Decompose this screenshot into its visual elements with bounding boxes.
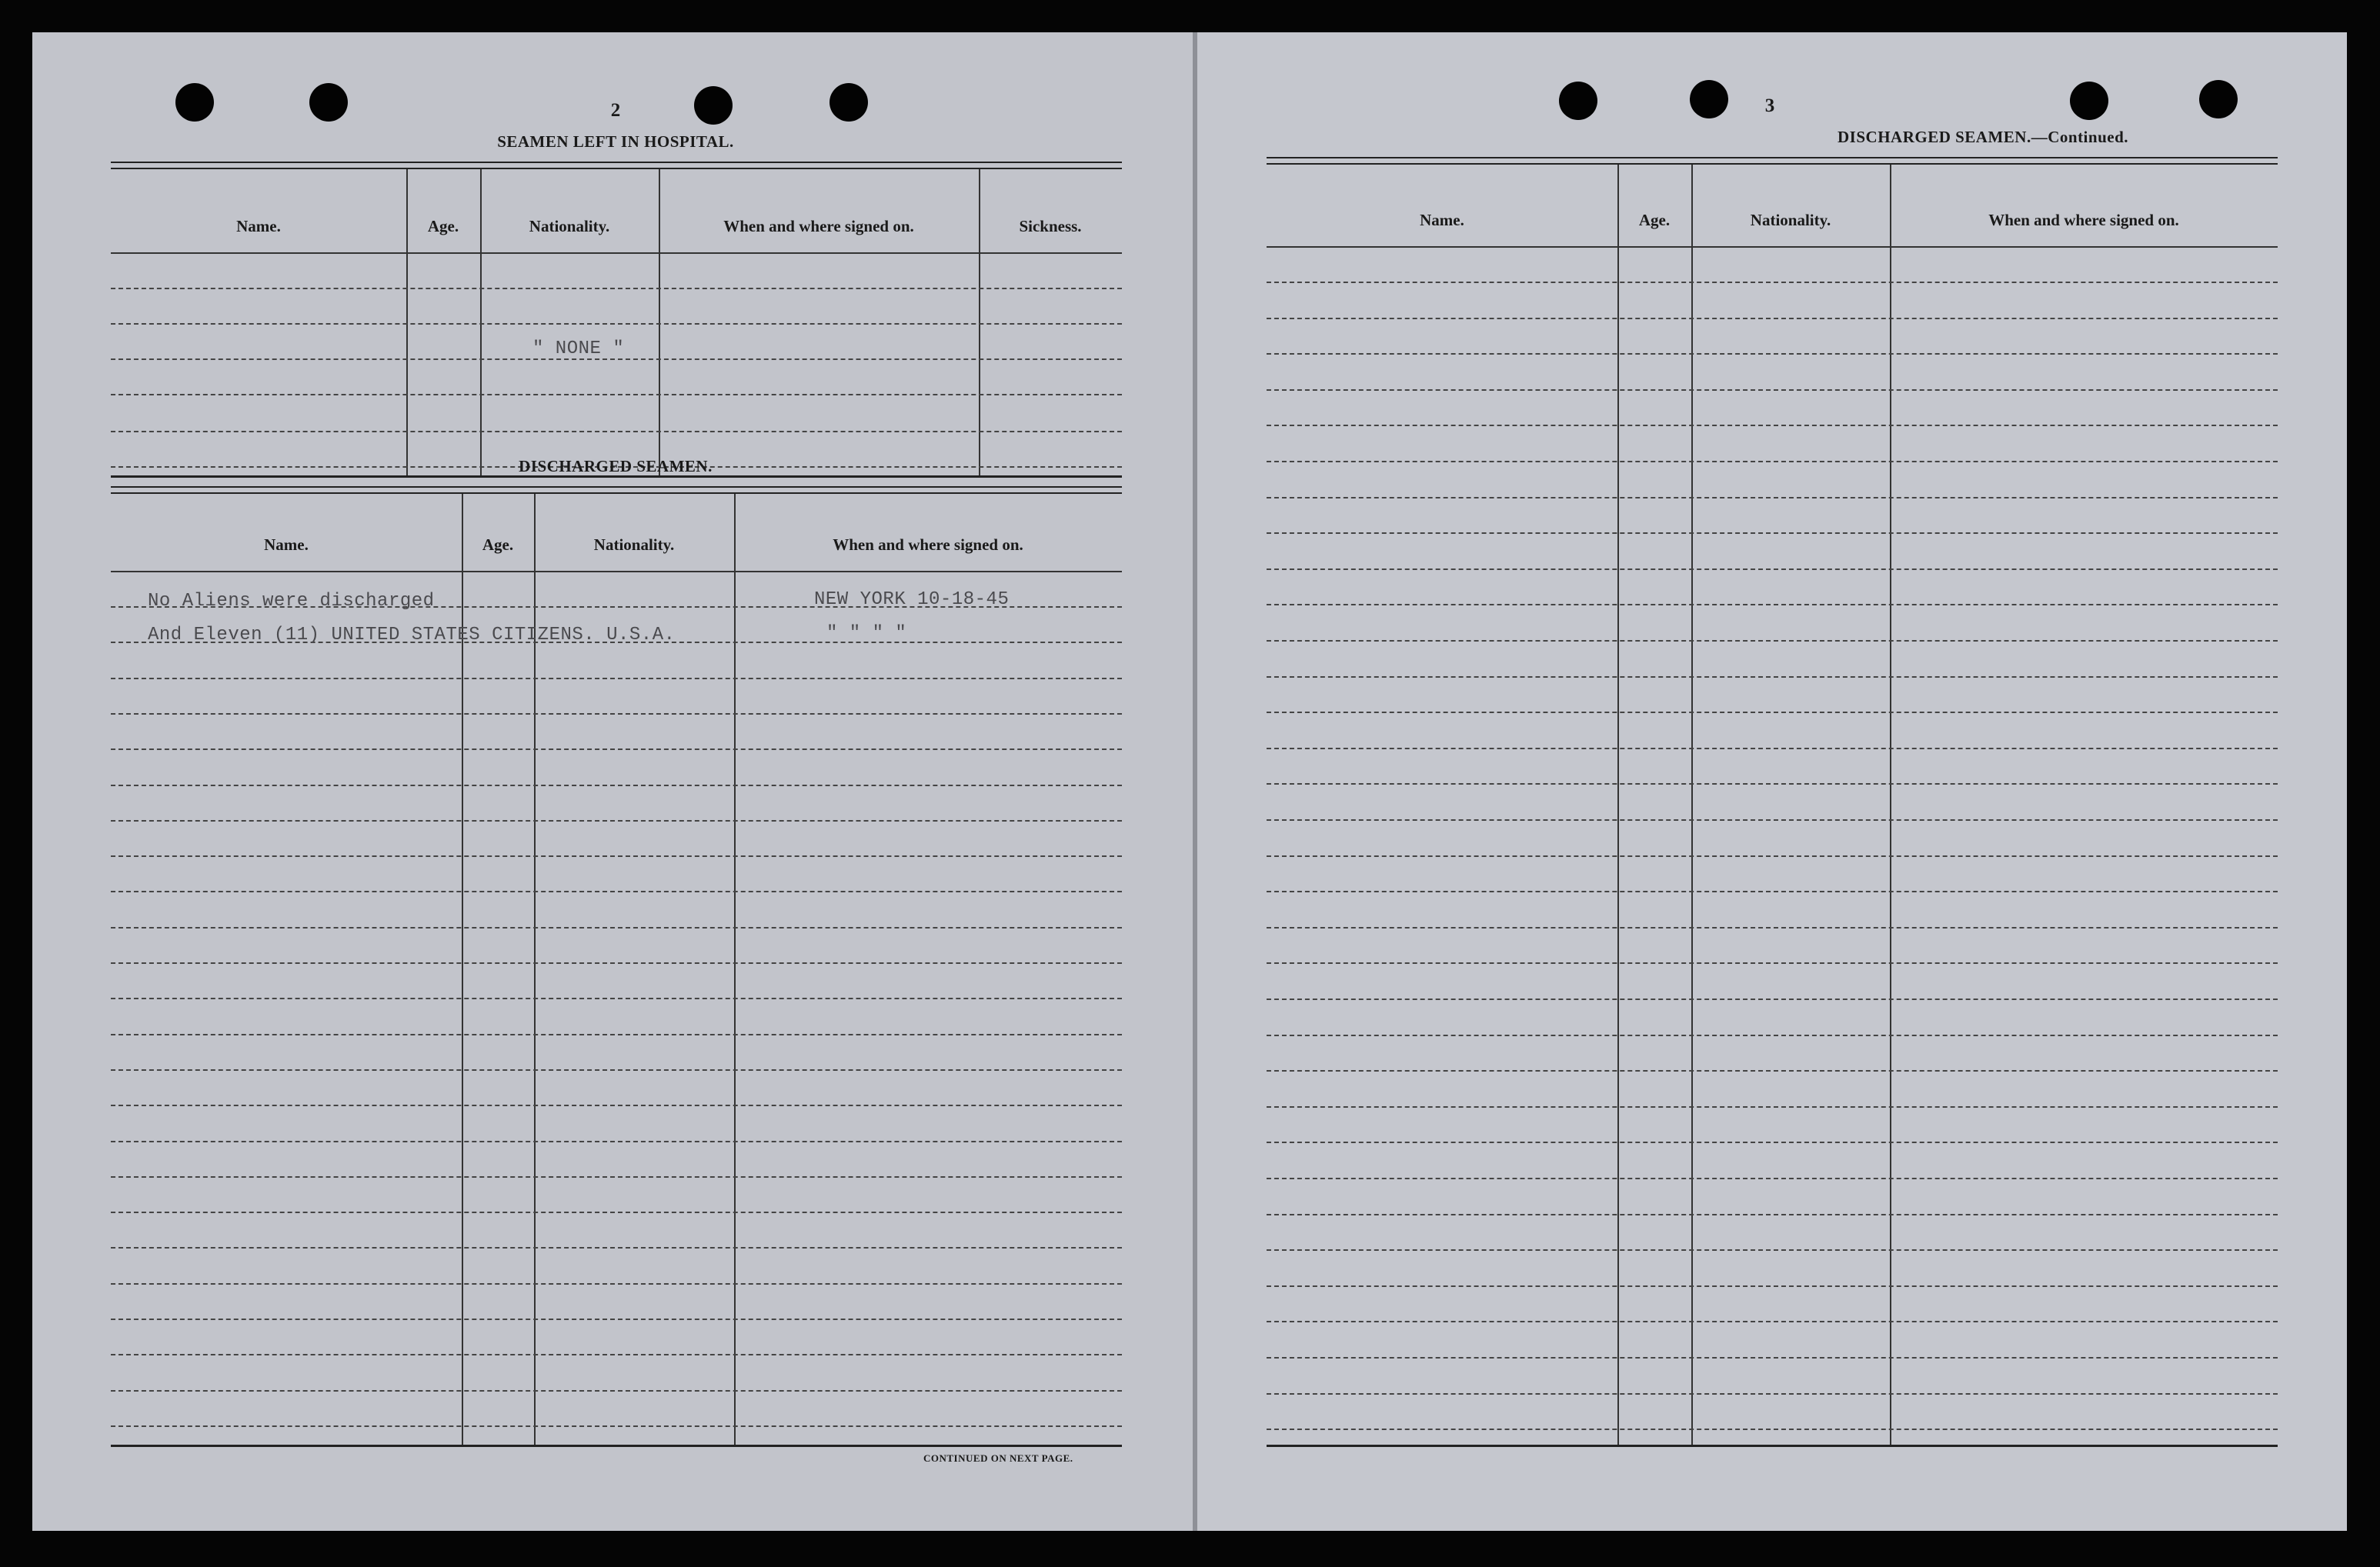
discharged-row-1-signed-on: NEW YORK 10-18-45 <box>814 589 1010 610</box>
punch-hole <box>1690 80 1728 118</box>
ruled-line <box>111 678 1122 679</box>
ruled-line <box>111 1034 1122 1035</box>
hospital-table <box>111 162 1122 478</box>
ruled-line <box>1267 748 2278 749</box>
ruled-line <box>1267 353 2278 355</box>
ruled-line <box>1267 568 2278 570</box>
ruled-line <box>111 1105 1122 1106</box>
discharged-section-title: DISCHARGED SEAMEN. <box>519 457 713 475</box>
ruled-line <box>111 1390 1122 1392</box>
ruled-line <box>1267 604 2278 605</box>
punch-hole <box>1559 82 1597 120</box>
discharged-header-nationality: Nationality. <box>593 535 675 554</box>
punch-hole <box>175 83 214 122</box>
ruled-line <box>1267 1106 2278 1108</box>
ruled-line <box>111 1176 1122 1178</box>
hospital-ruled-line <box>111 431 1122 432</box>
ruled-line <box>1267 318 2278 319</box>
ruled-line <box>111 785 1122 786</box>
punch-hole <box>829 83 868 122</box>
ruled-line <box>1267 891 2278 892</box>
discharged-header-signed-on: When and where signed on. <box>833 535 1023 554</box>
hospital-header-sickness: Sickness. <box>1019 217 1082 235</box>
ruled-line <box>1267 1070 2278 1072</box>
ruled-line <box>1267 1214 2278 1215</box>
hospital-ruled-line <box>111 288 1122 289</box>
ruled-line <box>1267 1249 2278 1251</box>
discharged-row-2-name: And Eleven (11) UNITED STATES CITIZENS. U.S.A. <box>148 625 676 645</box>
ruled-line <box>111 1354 1122 1355</box>
ruled-line <box>111 1283 1122 1285</box>
hospital-entry-none: " NONE " <box>532 338 625 359</box>
continued-discharged-table <box>1267 157 2278 1449</box>
continued-header-nationality: Nationality. <box>1750 211 1831 229</box>
page-number: 2 <box>610 100 621 121</box>
ruled-line <box>111 927 1122 929</box>
hospital-section-title: SEAMEN LEFT IN HOSPITAL. <box>497 132 734 151</box>
continued-note: CONTINUED ON NEXT PAGE. <box>923 1452 1073 1464</box>
punch-hole <box>309 83 348 122</box>
ruled-line <box>1267 640 2278 642</box>
ruled-line <box>1267 497 2278 498</box>
discharged-row-2-signed-on: " " " " <box>826 623 907 644</box>
ruled-line <box>1267 712 2278 713</box>
ruled-line <box>111 1247 1122 1249</box>
ruled-line <box>111 713 1122 715</box>
ruled-line <box>1267 389 2278 391</box>
hospital-header-name: Name. <box>236 217 281 235</box>
ruled-line <box>1267 461 2278 462</box>
ruled-line <box>1267 1285 2278 1287</box>
right-page <box>1197 32 2347 1531</box>
hospital-ruled-line <box>111 323 1122 325</box>
punch-hole <box>2070 82 2108 120</box>
ruled-line <box>1267 1429 2278 1430</box>
punch-hole <box>694 86 733 125</box>
continued-header-age: Age. <box>1638 211 1671 229</box>
ruled-line <box>1267 425 2278 426</box>
ruled-line <box>111 820 1122 822</box>
ruled-line <box>1267 999 2278 1000</box>
discharged-row-1-name: No Aliens were discharged <box>148 591 435 612</box>
ruled-line <box>111 962 1122 964</box>
ruled-line <box>111 891 1122 892</box>
hospital-header-signed-on: When and where signed on. <box>723 217 914 235</box>
ruled-line <box>111 748 1122 750</box>
hospital-header-nationality: Nationality. <box>529 217 610 235</box>
ruled-line <box>111 1319 1122 1320</box>
discharged-table <box>111 486 1122 1449</box>
ruled-line <box>1267 282 2278 283</box>
ruled-line <box>1267 1035 2278 1036</box>
ruled-line <box>1267 927 2278 929</box>
ruled-line <box>1267 1393 2278 1395</box>
hospital-ruled-line <box>111 394 1122 395</box>
ruled-line <box>1267 962 2278 964</box>
ruled-line <box>111 1425 1122 1427</box>
ruled-line <box>111 855 1122 857</box>
ruled-line <box>1267 783 2278 785</box>
continued-title-suffix: —Continued. <box>2031 128 2128 146</box>
left-page <box>32 32 1193 1531</box>
ruled-line <box>1267 855 2278 857</box>
continued-header-signed-on: When and where signed on. <box>1988 211 2179 229</box>
hospital-header-age: Age. <box>427 217 459 235</box>
ruled-line <box>1267 532 2278 534</box>
ruled-line <box>1267 1178 2278 1179</box>
ruled-line <box>111 1069 1122 1071</box>
continued-section-title <box>1197 128 2128 147</box>
continued-header-name: Name. <box>1420 211 1464 229</box>
ruled-line <box>1267 1357 2278 1359</box>
continued-title-main: DISCHARGED SEAMEN. <box>1838 128 2031 146</box>
ruled-line <box>1267 819 2278 821</box>
ruled-line <box>1267 676 2278 678</box>
ruled-line <box>111 1141 1122 1142</box>
discharged-header-age: Age. <box>482 535 514 554</box>
ruled-line <box>111 998 1122 999</box>
ruled-line <box>1267 1321 2278 1322</box>
discharged-header-name: Name. <box>264 535 309 554</box>
punch-hole <box>2199 80 2238 118</box>
ruled-line <box>111 1212 1122 1213</box>
page-number: 3 <box>1764 95 1775 116</box>
ruled-line <box>1267 1142 2278 1143</box>
